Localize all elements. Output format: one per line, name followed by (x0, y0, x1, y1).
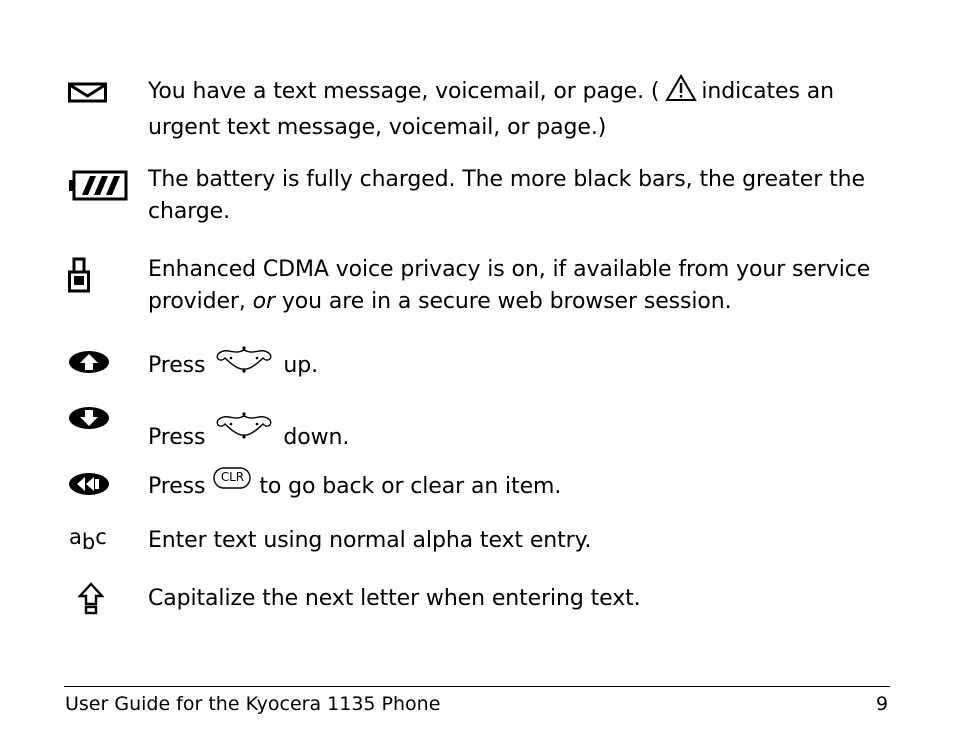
shift-icon (78, 582, 104, 620)
warning-triangle-icon (665, 74, 697, 112)
navigation-key-icon (213, 410, 275, 450)
battery-full-icon (68, 170, 130, 206)
back-arrow-icon (68, 472, 110, 500)
lock-icon (68, 256, 92, 298)
entry-text: Enter text using normal alpha text entry. (148, 528, 592, 553)
entry-text: Press down. (148, 410, 878, 454)
entry-text: You have a text message, voicemail, or page. ( indicates an urgent text message, voicemail, or page.) (148, 74, 878, 144)
entry-text: The battery is fully charged. The more black bars, the greater the charge. (148, 167, 865, 224)
abc-mode-icon: abc (69, 525, 107, 554)
envelope-icon (68, 82, 108, 108)
clr-key-icon: CLR (213, 467, 251, 489)
navigation-key-icon (213, 344, 275, 384)
arrow-up-icon (68, 350, 110, 378)
arrow-down-icon (68, 406, 110, 434)
entry-text: Press CLR to go back or clear an item. (148, 467, 878, 503)
entry-text: Enhanced CDMA voice privacy is on, if available from your service provider, or you are in a secure web browser session. (148, 257, 871, 314)
page-number: 9 (876, 693, 889, 715)
footer-title: User Guide for the Kyocera 1135 Phone (65, 693, 441, 715)
footer-rule (64, 686, 890, 687)
entry-text: Capitalize the next letter when entering text. (148, 586, 641, 611)
entry-text: Press up. (148, 344, 878, 384)
